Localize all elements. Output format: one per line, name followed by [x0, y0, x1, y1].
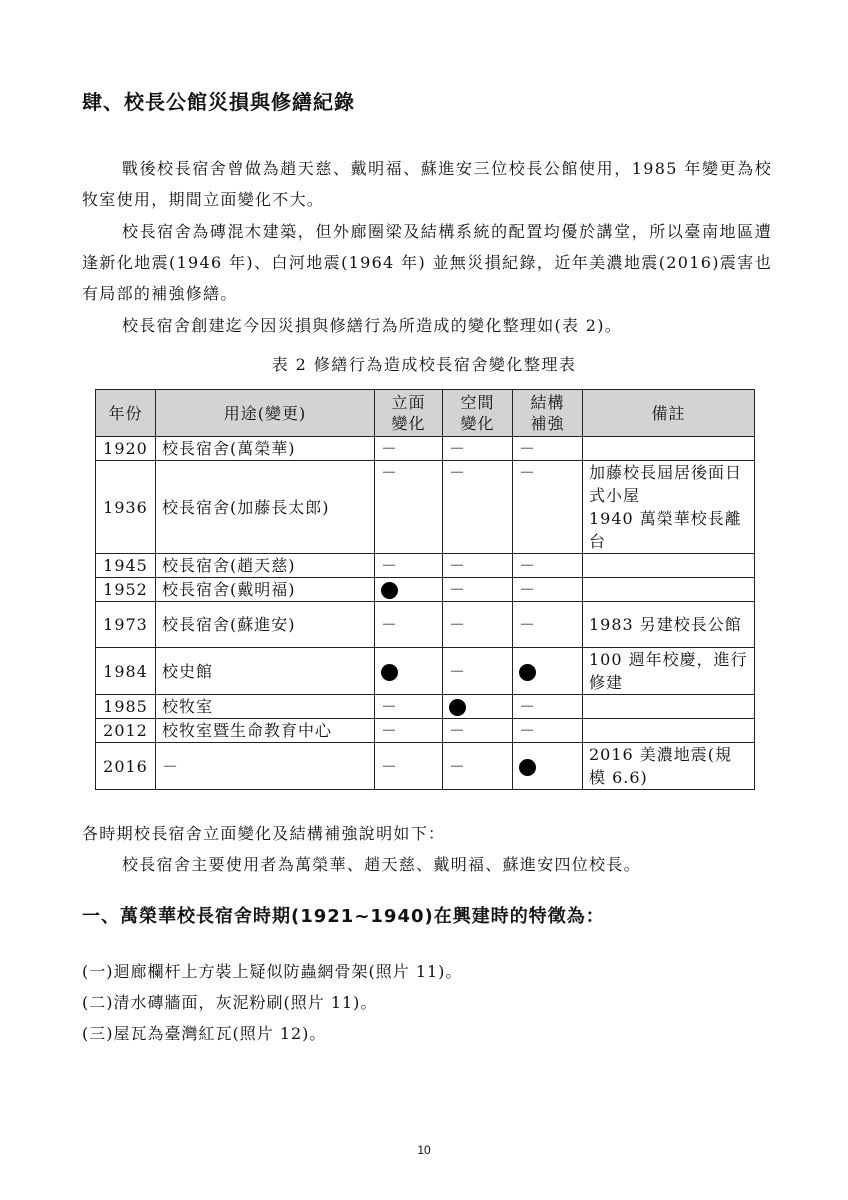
cell-space: － — [443, 437, 513, 461]
cell-structure — [513, 648, 583, 695]
header-year: 年份 — [96, 390, 156, 437]
cell-structure: － — [513, 602, 583, 648]
cell-usage: 校長宿舍(戴明福) — [156, 578, 375, 602]
table-row — [96, 695, 755, 719]
cell-usage: 校牧室 — [156, 695, 375, 719]
subsection-title: 一、萬榮華校長宿舍時期(1921~1940)在興建時的特徵為： — [82, 906, 605, 927]
header-space: 空間 變化 — [443, 390, 513, 437]
cell-year: 1936 — [96, 461, 156, 554]
list-item: (一)迴廊欄杆上方裝上疑似防蟲網骨架(照片 11)。 — [82, 962, 463, 981]
list-item: (三)屋瓦為臺灣紅瓦(照片 12)。 — [82, 1024, 327, 1043]
cell-note — [583, 437, 755, 461]
cell-space: － — [443, 719, 513, 743]
cell-facade: － — [375, 437, 443, 461]
cell-year: 2012 — [96, 719, 156, 743]
table-caption: 表 2 修繕行為造成校長宿舍變化整理表 — [271, 355, 577, 374]
cell-facade: － — [375, 743, 443, 790]
cell-space: － — [443, 602, 513, 648]
cell-year: 2016 — [96, 743, 156, 790]
cell-structure: － — [513, 719, 583, 743]
cell-structure: － — [513, 554, 583, 578]
cell-note: 2016 美濃地震(規模 6.6) — [583, 743, 755, 790]
cell-space — [443, 695, 513, 719]
list-item: (二)清水磚牆面，灰泥粉刷(照片 11)。 — [82, 993, 378, 1012]
cell-note — [583, 554, 755, 578]
cell-note: 100 週年校慶，進行修建 — [583, 648, 755, 695]
table-row — [96, 719, 755, 743]
table-row — [96, 437, 755, 461]
cell-note — [583, 695, 755, 719]
filled-circle-icon — [519, 759, 536, 776]
cell-note: 1983 另建校長公館 — [583, 602, 755, 648]
filled-circle-icon — [449, 699, 466, 716]
cell-year: 1985 — [96, 695, 156, 719]
cell-usage: 校牧室暨生命教育中心 — [156, 719, 375, 743]
cell-space: － — [443, 554, 513, 578]
table-row — [96, 602, 755, 648]
cell-year: 1973 — [96, 602, 156, 648]
paragraph-1: 戰後校長宿舍曾做為趙天慈、戴明福、蘇進安三位校長公館使用，1985 年變更為校牧室使用，期間立面變化不大。 — [82, 159, 772, 209]
cell-usage: 校長宿舍(加藤長太郎) — [156, 461, 375, 554]
cell-facade: － — [375, 719, 443, 743]
filled-circle-icon — [381, 664, 398, 681]
table-row — [96, 554, 755, 578]
table-header-row — [96, 390, 755, 437]
cell-space: － — [443, 743, 513, 790]
cell-space: － — [443, 578, 513, 602]
filled-circle-icon — [381, 582, 398, 599]
cell-space: － — [443, 461, 513, 554]
cell-facade — [375, 648, 443, 695]
cell-year: 1945 — [96, 554, 156, 578]
cell-space: － — [443, 648, 513, 695]
cell-year: 1952 — [96, 578, 156, 602]
page-number: 10 — [417, 1143, 431, 1157]
cell-facade — [375, 578, 443, 602]
table-row — [96, 578, 755, 602]
after-table-text: 各時期校長宿舍立面變化及結構補強說明如下： — [82, 824, 446, 843]
table-row — [96, 743, 755, 790]
cell-facade: － — [375, 461, 443, 554]
main-users-text: 校長宿舍主要使用者為萬榮華、趙天慈、戴明福、蘇進安四位校長。 — [122, 855, 642, 874]
cell-structure: － — [513, 695, 583, 719]
cell-structure: － — [513, 437, 583, 461]
section-heading: 肆、校長公館災損與修繕紀錄 — [82, 90, 355, 114]
cell-facade: － — [375, 602, 443, 648]
cell-usage: 校長宿舍(趙天慈) — [156, 554, 375, 578]
filled-circle-icon — [519, 664, 536, 681]
table-row — [96, 648, 755, 695]
cell-usage: 校史館 — [156, 648, 375, 695]
header-usage: 用途(變更) — [156, 390, 375, 437]
header-facade: 立面 變化 — [375, 390, 443, 437]
cell-facade: － — [375, 695, 443, 719]
cell-note — [583, 719, 755, 743]
cell-structure: － — [513, 578, 583, 602]
table-row — [96, 461, 755, 554]
cell-facade: － — [375, 554, 443, 578]
cell-note: 加藤校長屆居後面日式小屋 1940 萬榮華校長離台 — [583, 461, 755, 554]
paragraph-3: 校長宿舍創建迄今因災損與修繕行為所造成的變化整理如(表 2)。 — [122, 316, 623, 335]
paragraph-2: 校長宿舍為磚混木建築，但外廊圈梁及結構系統的配置均優於講堂，所以臺南地區遭逢新化地震(1946 年)、白河地震(1964 年) 並無災損紀錄，近年美濃地震(2016)震害也有局部的補強修繕。 — [82, 222, 772, 303]
renovation-table — [95, 389, 755, 790]
cell-usage: 校長宿舍(蘇進安) — [156, 602, 375, 648]
cell-usage: 校長宿舍(萬榮華) — [156, 437, 375, 461]
cell-usage: － — [156, 743, 375, 790]
cell-year: 1984 — [96, 648, 156, 695]
cell-year: 1920 — [96, 437, 156, 461]
header-structure: 結構 補強 — [513, 390, 583, 437]
header-note: 備註 — [583, 390, 755, 437]
cell-structure — [513, 743, 583, 790]
cell-structure: － — [513, 461, 583, 554]
cell-note — [583, 578, 755, 602]
